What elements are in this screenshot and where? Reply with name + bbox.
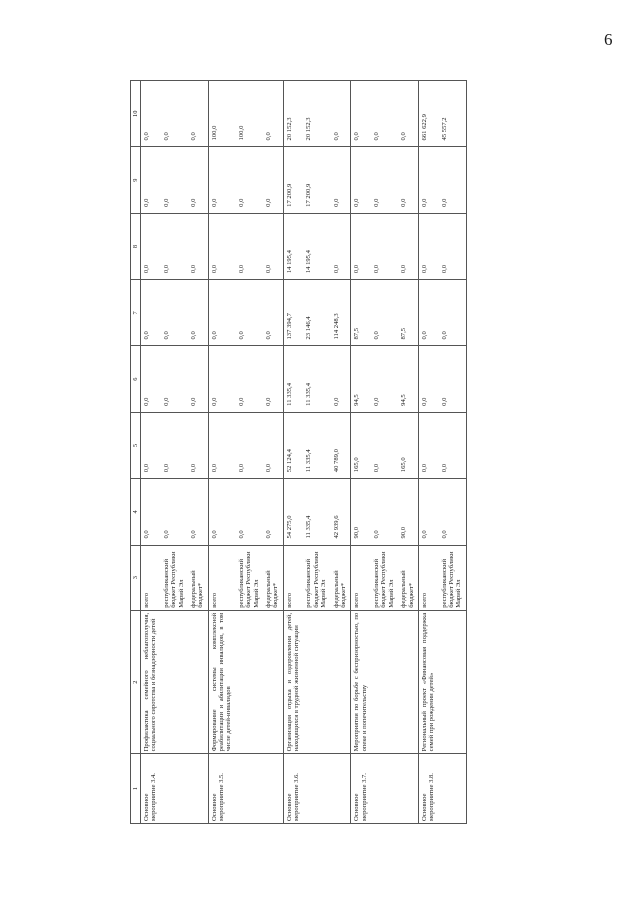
amount-cell: 0,0 (263, 81, 283, 147)
activity-name-cell (331, 610, 351, 754)
activity-number-cell: Основное мероприятие 3.8. (418, 754, 438, 824)
amount-cell: 42 939,6 (331, 479, 351, 545)
amount-cell: 0,0 (398, 213, 418, 279)
amount-cell: 0,0 (208, 147, 236, 213)
activity-number-cell: Основное мероприятие 3.6. (283, 754, 303, 824)
column-number-1: 1 (131, 754, 141, 824)
table-row (439, 81, 467, 824)
amount-cell: 0,0 (371, 346, 398, 412)
column-number-3: 3 (131, 545, 141, 610)
funding-source-cell: всего (418, 545, 438, 610)
amount-cell: 0,0 (141, 346, 161, 412)
amount-cell: 0,0 (161, 280, 188, 346)
activity-number-cell (188, 754, 208, 824)
amount-cell: 137 394,7 (283, 280, 303, 346)
column-number-2: 2 (131, 610, 141, 754)
amount-cell: 0,0 (188, 479, 208, 545)
activity-number-cell (398, 754, 418, 824)
column-number-9: 9 (131, 147, 141, 213)
amount-cell: 0,0 (188, 280, 208, 346)
activity-name-cell (236, 610, 263, 754)
amount-cell: 0,0 (439, 147, 467, 213)
amount-cell: 0,0 (141, 280, 161, 346)
amount-cell: 20 152,3 (283, 81, 303, 147)
amount-cell: 0,0 (439, 280, 467, 346)
amount-cell: 0,0 (439, 479, 467, 545)
funding-source-cell: федеральный бюджет* (188, 545, 208, 610)
amount-cell: 0,0 (236, 280, 263, 346)
table-row (371, 81, 398, 824)
activity-name-cell: Формирование системы комплексной реабилитации и абилитации инвалидов, в том числе детей-инвалидов (208, 610, 236, 754)
amount-cell: 0,0 (161, 147, 188, 213)
amount-cell: 14 195,4 (303, 213, 330, 279)
amount-cell: 0,0 (331, 147, 351, 213)
amount-cell: 0,0 (418, 147, 438, 213)
activity-name-cell (439, 610, 467, 754)
amount-cell: 0,0 (263, 479, 283, 545)
amount-cell: 0,0 (141, 81, 161, 147)
activity-name-cell: Профилактика семейного неблагополучия, социального сиротства и безнадзорности детей (141, 610, 161, 754)
amount-cell: 0,0 (188, 213, 208, 279)
column-number-row (131, 81, 141, 824)
column-number-5: 5 (131, 412, 141, 478)
column-number-10: 10 (131, 81, 141, 147)
activity-name-cell (303, 610, 330, 754)
funding-source-cell: федеральный бюджет* (331, 545, 351, 610)
amount-cell: 0,0 (331, 81, 351, 147)
funding-source-cell: федеральный бюджет* (263, 545, 283, 610)
column-number-8: 8 (131, 213, 141, 279)
activity-name-cell: Региональный проект «Финансовая поддержка семей при рождении детей» (418, 610, 438, 754)
amount-cell: 0,0 (208, 213, 236, 279)
page-number: 6 (604, 30, 613, 49)
funding-source-cell: федеральный бюджет* (398, 545, 418, 610)
column-number-7: 7 (131, 280, 141, 346)
amount-cell: 0,0 (439, 346, 467, 412)
amount-cell: 0,0 (351, 213, 371, 279)
activity-name-cell (371, 610, 398, 754)
amount-cell: 0,0 (208, 346, 236, 412)
amount-cell: 11 335,4 (283, 346, 303, 412)
table-row (331, 81, 351, 824)
amount-cell: 17 200,9 (283, 147, 303, 213)
amount-cell: 0,0 (371, 412, 398, 478)
amount-cell: 0,0 (208, 280, 236, 346)
amount-cell: 20 152,3 (303, 81, 330, 147)
amount-cell: 0,0 (188, 147, 208, 213)
amount-cell: 0,0 (208, 479, 236, 545)
amount-cell: 0,0 (236, 213, 263, 279)
amount-cell: 23 146,4 (303, 280, 330, 346)
activity-name-cell (161, 610, 188, 754)
table-row (351, 81, 371, 824)
amount-cell: 165,0 (351, 412, 371, 478)
amount-cell: 0,0 (161, 213, 188, 279)
funding-source-cell: республиканский бюджет Республики Марий Эл (161, 545, 188, 610)
funding-source-cell: всего (141, 545, 161, 610)
amount-cell: 100,0 (236, 81, 263, 147)
activity-number-cell (263, 754, 283, 824)
amount-cell: 14 195,4 (283, 213, 303, 279)
amount-cell: 0,0 (188, 412, 208, 478)
amount-cell: 0,0 (141, 147, 161, 213)
amount-cell: 0,0 (439, 412, 467, 478)
amount-cell: 0,0 (263, 346, 283, 412)
amount-cell: 54 275,0 (283, 479, 303, 545)
amount-cell: 661 622,9 (418, 81, 438, 147)
amount-cell: 94,5 (398, 346, 418, 412)
funding-source-cell: республиканский бюджет Республики Марий Эл (236, 545, 263, 610)
amount-cell: 11 335,4 (303, 346, 330, 412)
column-number-6: 6 (131, 346, 141, 412)
funding-source-cell: республиканский бюджет Республики Марий Эл (303, 545, 330, 610)
amount-cell: 0,0 (351, 147, 371, 213)
amount-cell: 0,0 (331, 213, 351, 279)
funding-source-cell: республиканский бюджет Республики Марий Эл (371, 545, 398, 610)
activity-name-cell: Организация отдыха и оздоровления детей, находящихся в трудной жизненной ситуации (283, 610, 303, 754)
amount-cell: 0,0 (371, 280, 398, 346)
funding-source-cell: всего (283, 545, 303, 610)
activity-number-cell (439, 754, 467, 824)
activity-number-cell (161, 754, 188, 824)
table-row (236, 81, 263, 824)
amount-cell: 0,0 (418, 412, 438, 478)
table-row (418, 81, 438, 824)
amount-cell: 0,0 (141, 412, 161, 478)
amount-cell: 0,0 (398, 147, 418, 213)
activity-name-cell (263, 610, 283, 754)
amount-cell: 0,0 (141, 213, 161, 279)
funding-source-cell: всего (208, 545, 236, 610)
amount-cell: 0,0 (263, 280, 283, 346)
amount-cell: 0,0 (398, 81, 418, 147)
amount-cell: 0,0 (263, 147, 283, 213)
amount-cell: 114 248,3 (331, 280, 351, 346)
table-row (398, 81, 418, 824)
amount-cell: 40 789,0 (331, 412, 351, 478)
amount-cell: 0,0 (371, 147, 398, 213)
activity-number-cell: Основное мероприятие 3.5. (208, 754, 236, 824)
amount-cell: 87,5 (398, 280, 418, 346)
funding-source-cell: всего (351, 545, 371, 610)
activity-number-cell (303, 754, 330, 824)
amount-cell: 0,0 (161, 479, 188, 545)
amount-cell: 11 335,4 (303, 479, 330, 545)
amount-cell: 0,0 (331, 346, 351, 412)
activity-number-cell (371, 754, 398, 824)
amount-cell: 0,0 (439, 213, 467, 279)
activity-number-cell: Основное мероприятие 3.7. (351, 754, 371, 824)
amount-cell: 87,5 (351, 280, 371, 346)
amount-cell: 17 200,9 (303, 147, 330, 213)
column-number-4: 4 (131, 479, 141, 545)
amount-cell: 45 557,2 (439, 81, 467, 147)
activity-name-cell: Мероприятия по борьбе с беспризорностью, по опеке и попечительству (351, 610, 371, 754)
table-row (188, 81, 208, 824)
amount-cell: 0,0 (236, 346, 263, 412)
amount-cell: 0,0 (371, 81, 398, 147)
activity-number-cell: Основное мероприятие 3.4. (141, 754, 161, 824)
amount-cell: 52 124,4 (283, 412, 303, 478)
amount-cell: 94,5 (351, 346, 371, 412)
amount-cell: 0,0 (371, 213, 398, 279)
table-row (283, 81, 303, 824)
amount-cell: 0,0 (236, 412, 263, 478)
activity-name-cell (398, 610, 418, 754)
amount-cell: 165,0 (398, 412, 418, 478)
amount-cell: 0,0 (263, 412, 283, 478)
amount-cell: 0,0 (161, 346, 188, 412)
amount-cell: 100,0 (208, 81, 236, 147)
amount-cell: 90,0 (398, 479, 418, 545)
activity-name-cell (188, 610, 208, 754)
amount-cell: 0,0 (161, 412, 188, 478)
table-row (303, 81, 330, 824)
amount-cell: 0,0 (351, 81, 371, 147)
amount-cell: 0,0 (371, 479, 398, 545)
table-row (208, 81, 236, 824)
amount-cell: 0,0 (188, 346, 208, 412)
amount-cell: 0,0 (418, 213, 438, 279)
amount-cell: 0,0 (263, 213, 283, 279)
activity-number-cell (236, 754, 263, 824)
funding-source-cell: республиканский бюджет Республики Марий Эл (439, 545, 467, 610)
amount-cell: 0,0 (236, 147, 263, 213)
amount-cell: 0,0 (418, 479, 438, 545)
amount-cell: 0,0 (236, 479, 263, 545)
budget-table (130, 80, 467, 824)
amount-cell: 90,0 (351, 479, 371, 545)
table-row (263, 81, 283, 824)
rotated-table-wrapper (130, 80, 608, 824)
table-body (141, 81, 467, 824)
amount-cell: 0,0 (188, 81, 208, 147)
amount-cell: 0,0 (418, 346, 438, 412)
activity-number-cell (331, 754, 351, 824)
amount-cell: 0,0 (418, 280, 438, 346)
amount-cell: 11 335,4 (303, 412, 330, 478)
amount-cell: 0,0 (208, 412, 236, 478)
amount-cell: 0,0 (141, 479, 161, 545)
table-row (161, 81, 188, 824)
table-row (141, 81, 161, 824)
amount-cell: 0,0 (161, 81, 188, 147)
